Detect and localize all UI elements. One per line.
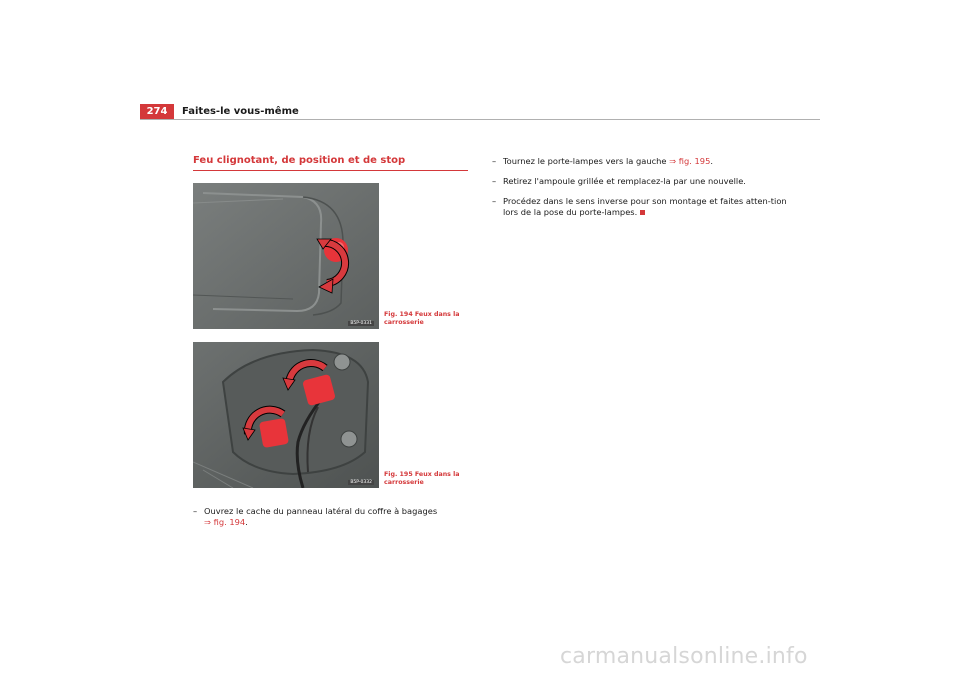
- figure-reference-link[interactable]: ⇒ fig. 194: [204, 517, 246, 527]
- red-square-end-icon: [640, 210, 645, 215]
- figure-194-code: B5P-0331: [350, 321, 372, 326]
- figure-reference-link[interactable]: ⇒ fig. 195: [669, 156, 711, 166]
- step-dash: –: [492, 196, 497, 206]
- instruction-step-4: [492, 196, 792, 218]
- figure-194-photo: [193, 183, 379, 329]
- figure-195-photo: [193, 342, 379, 488]
- instruction-step-1: [193, 506, 468, 528]
- step-dash: –: [492, 176, 497, 186]
- step-suffix: .: [710, 156, 713, 166]
- step-suffix: .: [245, 517, 248, 527]
- header-rule: [140, 119, 820, 120]
- step-text: Retirez l'ampoule grillée et remplacez-la par une nouvelle.: [503, 176, 746, 186]
- section-title: Feu clignotant, de position et de stop: [193, 155, 406, 166]
- section-title-rule: [193, 170, 468, 171]
- figure-195-caption: Fig. 195 Feux dans la carrosserie: [384, 471, 460, 486]
- figure-195-code: B5P-0332: [350, 480, 372, 485]
- step-text: Tournez le porte-lampes vers la gauche: [503, 156, 667, 166]
- watermark: carmanualsonline.info: [560, 644, 808, 669]
- figure-194-caption: Fig. 194 Feux dans la carrosserie: [384, 311, 460, 326]
- instruction-step-3: [492, 176, 792, 187]
- step-dash: –: [193, 506, 198, 516]
- instruction-step-2: [492, 156, 792, 167]
- step-dash: –: [492, 156, 497, 166]
- step-text: Procédez dans le sens inverse pour son montage et faites atten-tion lors de la pose du porte-lampes.: [503, 196, 787, 217]
- step-text: Ouvrez le cache du panneau latéral du coffre à bagages: [204, 506, 438, 516]
- page-number: 274: [140, 104, 174, 119]
- running-head: Faites-le vous-même: [182, 106, 299, 117]
